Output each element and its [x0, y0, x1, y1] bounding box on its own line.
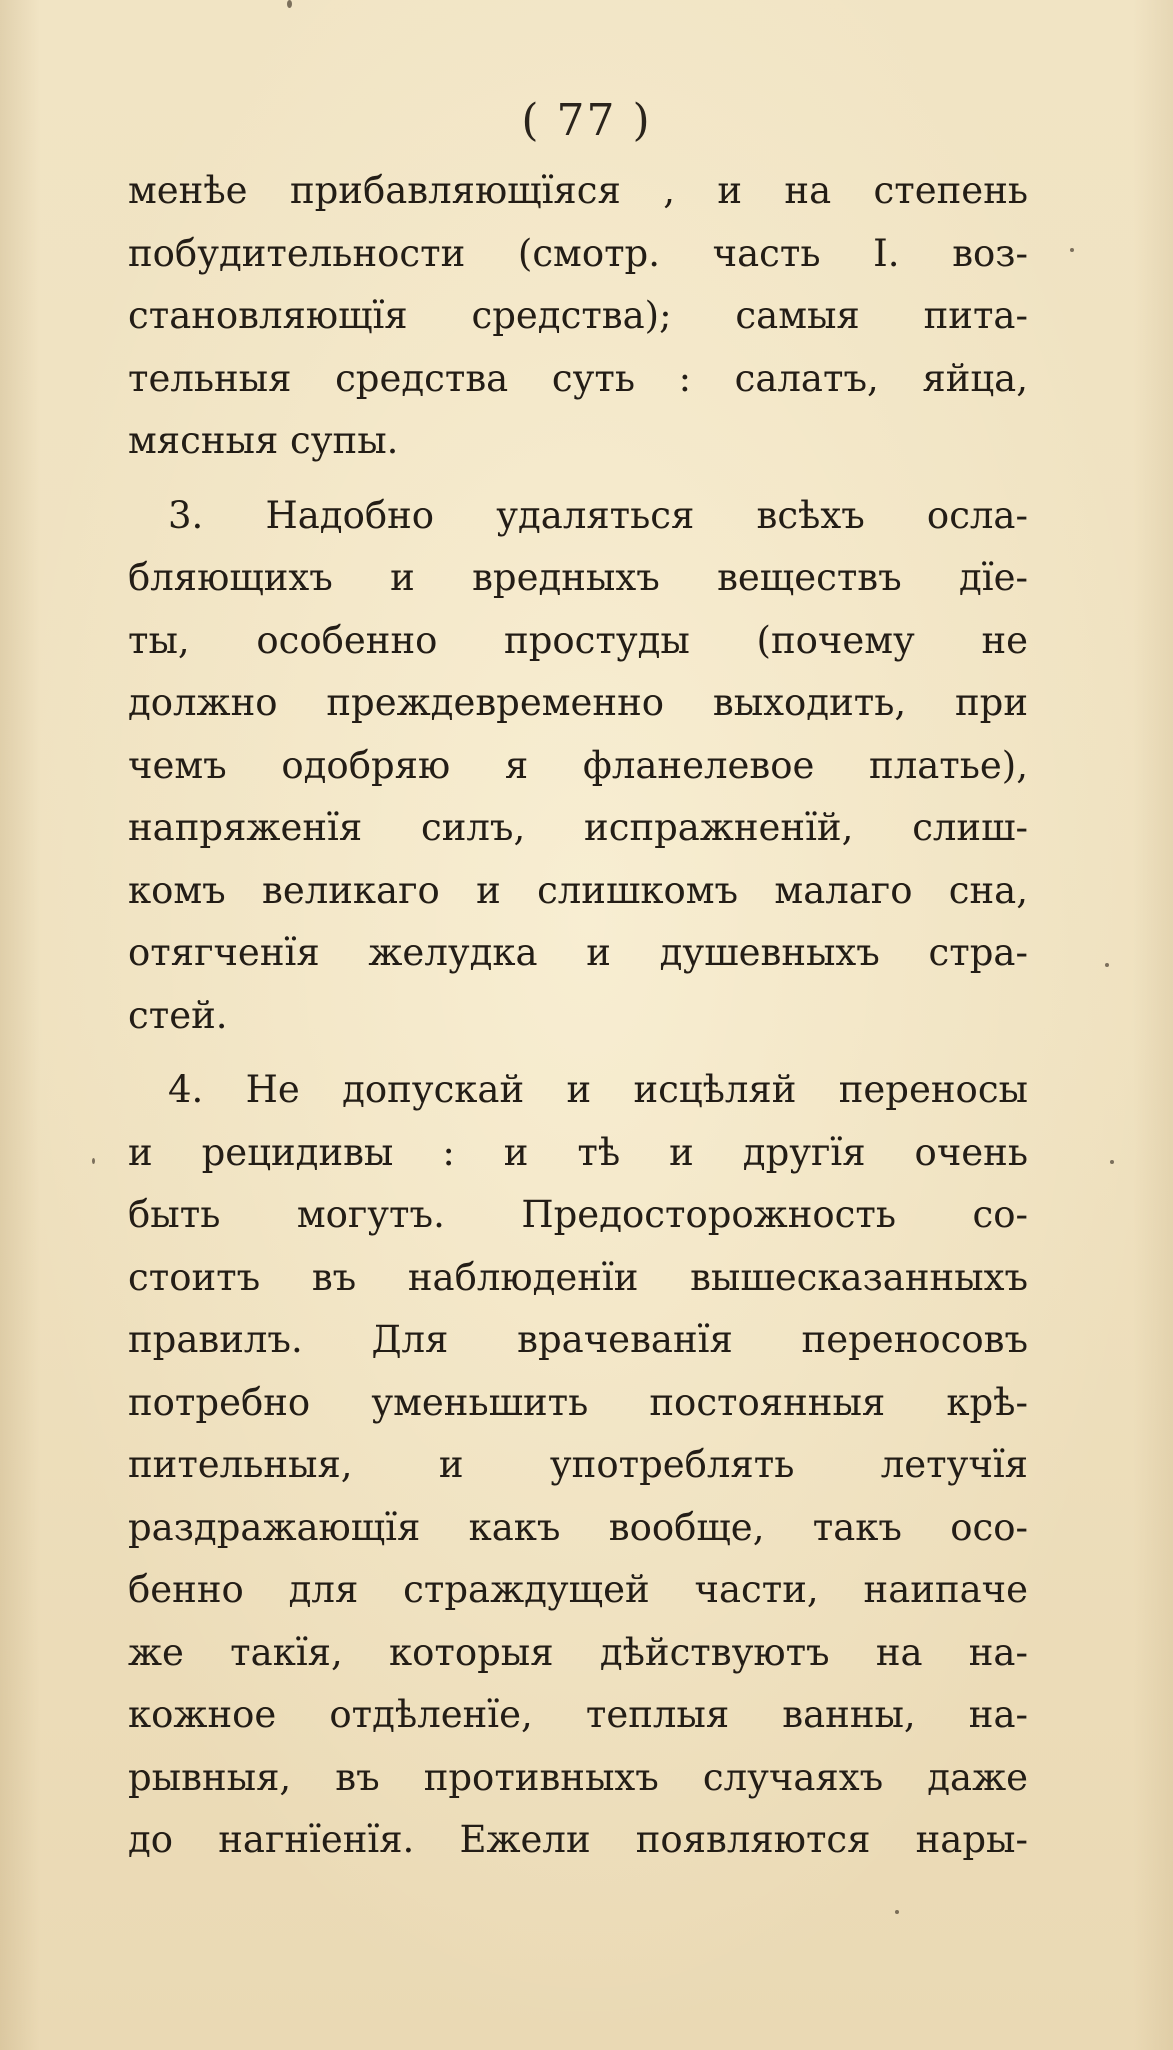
- text-line: бляющихъ и вредныхъ веществъ дїе-: [128, 556, 1028, 599]
- page-edge-shadow-left: [0, 0, 40, 2050]
- text-line: комъ великаго и слишкомъ малаго сна,: [128, 868, 1028, 912]
- paragraph-item-3: [128, 485, 1028, 1048]
- text-line: чемъ одобряю я фланелевое платье),: [128, 743, 1028, 787]
- page-edge-shadow-right: [1133, 0, 1173, 2050]
- text-line: мясныя супы.: [128, 419, 399, 462]
- text-line: потребно уменьшить постоянныя крѣ-: [128, 1380, 1028, 1424]
- text-line: отягченїя желудка и душевныхъ стра-: [128, 931, 1028, 974]
- paragraph-item-4: [128, 1059, 1028, 1872]
- paragraph-gap: [128, 1047, 1028, 1059]
- paper-speck: [895, 1910, 899, 1914]
- paper-speck: [1105, 963, 1109, 967]
- body-text: [128, 160, 1028, 1872]
- text-line: рывныя, въ противныхъ случаяхъ даже: [128, 1755, 1028, 1799]
- text-line: 4. Не допускай и исцѣляй переносы: [168, 1068, 1028, 1111]
- text-line: правилъ. Для врачеванїя переносовъ: [128, 1318, 1028, 1361]
- text-line: бенно для страждущей части, наипаче: [128, 1568, 1028, 1611]
- paper-speck: [1070, 248, 1074, 252]
- paragraph-continuation: [128, 160, 1028, 473]
- text-line: напряженїя силъ, испражненїй, слиш-: [128, 806, 1028, 849]
- page-number: ( 77 ): [521, 95, 652, 146]
- text-line: пительныя, и употреблять летучїя: [128, 1443, 1028, 1486]
- text-line: стей.: [128, 993, 228, 1037]
- text-line: становляющїя средства); самыя пита-: [128, 294, 1028, 337]
- paper-speck: [1110, 1160, 1114, 1164]
- text-line: тельныя средства суть : салатъ, яйца,: [128, 356, 1028, 400]
- text-line: кожное отдѣленїе, теплыя ванны, на-: [128, 1693, 1028, 1736]
- text-line: до нагнїенїя. Ежели появляются нары-: [128, 1818, 1028, 1861]
- text-line: 3. Надобно удаляться всѣхъ осла-: [168, 493, 1028, 537]
- paper-speck: [92, 1158, 95, 1164]
- text-line: побудительности (смотр. часть I. воз-: [128, 231, 1028, 275]
- text-line: должно преждевременно выходить, при: [128, 681, 1028, 724]
- text-line: и рецидивы : и тѣ и другїя очень: [128, 1130, 1028, 1174]
- paragraph-gap: [128, 473, 1028, 485]
- text-line: же такїя, которыя дѣйствуютъ на на-: [128, 1630, 1028, 1674]
- text-line: быть могутъ. Предосторожность со-: [128, 1193, 1028, 1236]
- text-line: менѣе прибавляющїяся , и на степень: [128, 169, 1028, 212]
- text-line: стоитъ въ наблюденїи вышесказанныхъ: [128, 1255, 1028, 1299]
- text-line: раздражающїя какъ вообще, такъ осо-: [128, 1505, 1028, 1549]
- paper-speck: [287, 0, 292, 8]
- text-line: ты, особенно простуды (почему не: [128, 618, 1028, 662]
